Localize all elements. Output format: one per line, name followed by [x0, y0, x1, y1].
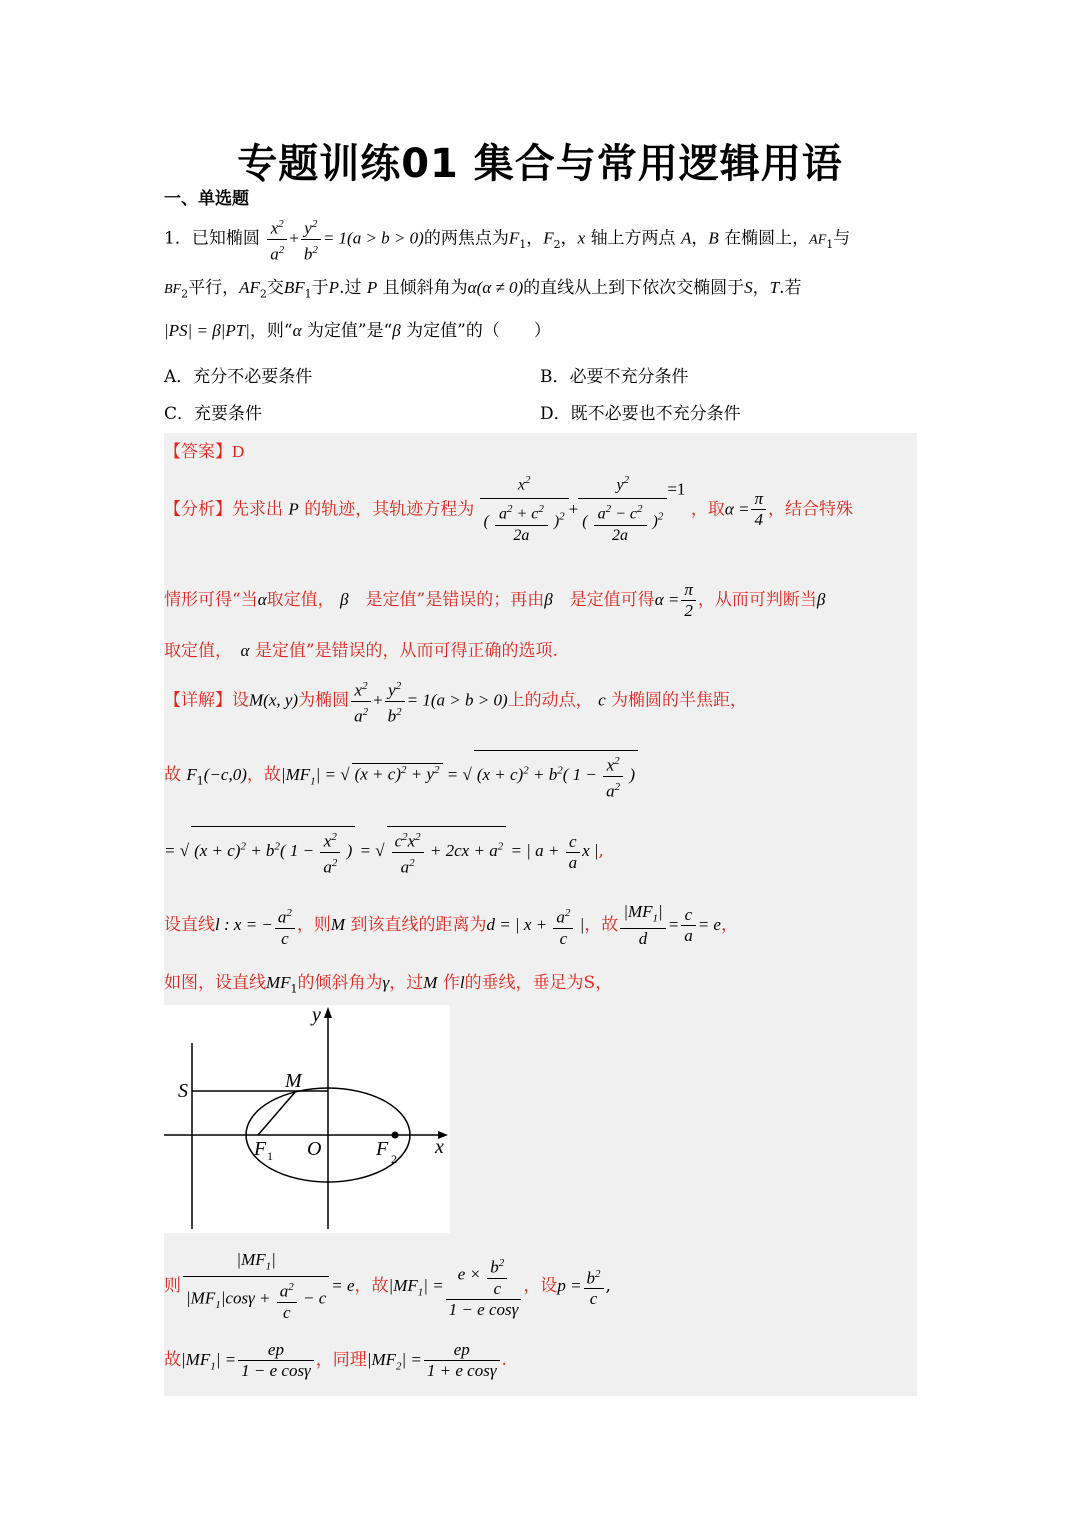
y-axis-arrow [324, 1007, 332, 1018]
question-line-3: |PS| = β|PT|，则“α 为定值”是“β 为定值”的（ ） [164, 321, 551, 341]
label-f1-sub: 1 [267, 1149, 273, 1163]
detail-line-3: = √ $(x + c)^2 + b^2$( 1 − $\frac{x^2}{a^2}$ ) = √ $\frac{c^2x^2}{a^2}$ + $2cx + a^2$ = | a + $\frac{c}{a}$ x |, [164, 826, 604, 877]
question-line-2: $BF_2$平行，$AF_2$交$BF_1$于P.过 P 且倾斜角为α(α ≠ 0)的直线从上到下依次交椭圆于S，T.若 [164, 278, 802, 301]
analysis-line-2: 情形可得“当α取定值， β 是定值”是错误的；再由β 是定值可得α = $\frac{\pi}{2}$ ，从而可判断当β [164, 580, 826, 620]
answer-value: D [232, 442, 245, 461]
page-title: 专题训练01 集合与常用逻辑用语 [237, 141, 843, 187]
detail-line-2: 故 $F_1(-c,0)$，故$|MF_1|$ = √ $(x + c)^2 + y^2$ = √ $(x + c)^2 + b^2$( 1 − $\frac{x^2}{a^2}$ ) [164, 750, 638, 801]
label-f1: F [254, 1138, 267, 1160]
answer-line [164, 437, 244, 462]
detail-line-6: 则 $|MF_1|$ $|MF_1|\cos\gamma$ + $\frac{a^2}{c}$ − c = e，故$|MF_1|$ = e × $\frac{b^2}{c}$ 1 − e cosγ ，设p = $\frac{b^2}{c}$ , [164, 1250, 611, 1323]
detail-line-7: 故$|MF_1|$ = $\frac{ep}{\text{1 − e cosγ}}$ ，同理$|MF_2|$ = $\frac{ep}{\text{1 + e cosγ}}$ . [164, 1340, 507, 1380]
label-x: x [435, 1136, 444, 1158]
label-s: S [178, 1080, 188, 1102]
label-m: M [285, 1070, 302, 1092]
label-y: y [312, 1005, 321, 1026]
label-f2: F [376, 1138, 389, 1160]
option-d: D．既不必要也不充分条件 [540, 404, 741, 424]
option-a: A．充分不必要条件 [164, 367, 313, 387]
analysis-line-3: 取定值， α 是定值”是错误的，从而可得正确的选项. [164, 641, 558, 661]
label-o: O [307, 1138, 322, 1160]
detail-line-4: 设直线l : x = − $\frac{a^2}{c}$ ，则M 到该直线的距离为d = | x + $\frac{a^2}{c}$ |，故 $\frac{|MF_1|}{d}$ = $\frac{c}{a}$ = e， [164, 902, 738, 949]
trajectory-term-2: $y^2$ ( $\frac{a^2 - c^2}{2a}$ )$^2$ [578, 474, 667, 546]
option-c: C．充要条件 [164, 404, 263, 424]
focus-f2-dot [392, 1132, 399, 1139]
label-f2-sub: 2 [391, 1152, 397, 1166]
detail-line-1: 【详解】设M(x, y)为椭圆 $\frac{x^2}{a^2}$ + $\frac{y^2}{b^2}$ = 1(a > b > 0)上的动点， c 为椭圆的半焦距， [164, 676, 747, 726]
analysis-line-1: 【分析】先求出 P 的轨迹，其轨迹方程为 $x^2$ ( $\frac{a^2 + c^2}{2a}$ )$^2$ + $y^2$ ( $\frac{a^2 - c^2}{2a}$ )$^2$ =1 ，取α = $\frac{\pi}{4}$ ，结合特殊 [164, 474, 854, 544]
trajectory-term-1: $x^2$ ( $\frac{a^2 + c^2}{2a}$ )$^2$ [480, 474, 569, 546]
fraction-y2-b2: $\frac{y^2}{b^2}$ [301, 214, 321, 264]
question-number: 1． [164, 228, 192, 249]
answer-label: 【答案】 [164, 442, 232, 462]
detail-line-5: 如图，设直线$MF_1$的倾斜角为γ，过M 作l的垂线，垂足为S， [164, 973, 613, 996]
section-heading: 一、单选题 [164, 189, 249, 209]
ellipse-figure [164, 1005, 450, 1233]
option-b: B．必要不充分条件 [540, 367, 689, 387]
ellipse-diagram [164, 1005, 450, 1233]
fraction-x2-a2: $\frac{x^2}{a^2}$ [267, 214, 287, 264]
question-line-1: 1．已知椭圆 $\frac{x^2}{a^2}$ + $\frac{y^2}{b^2}$ = 1(a > b > 0)的两焦点为$F_1$，$F_2$，x 轴上方两点 A，B 在椭圆上，$AF_1$与 [164, 214, 850, 264]
